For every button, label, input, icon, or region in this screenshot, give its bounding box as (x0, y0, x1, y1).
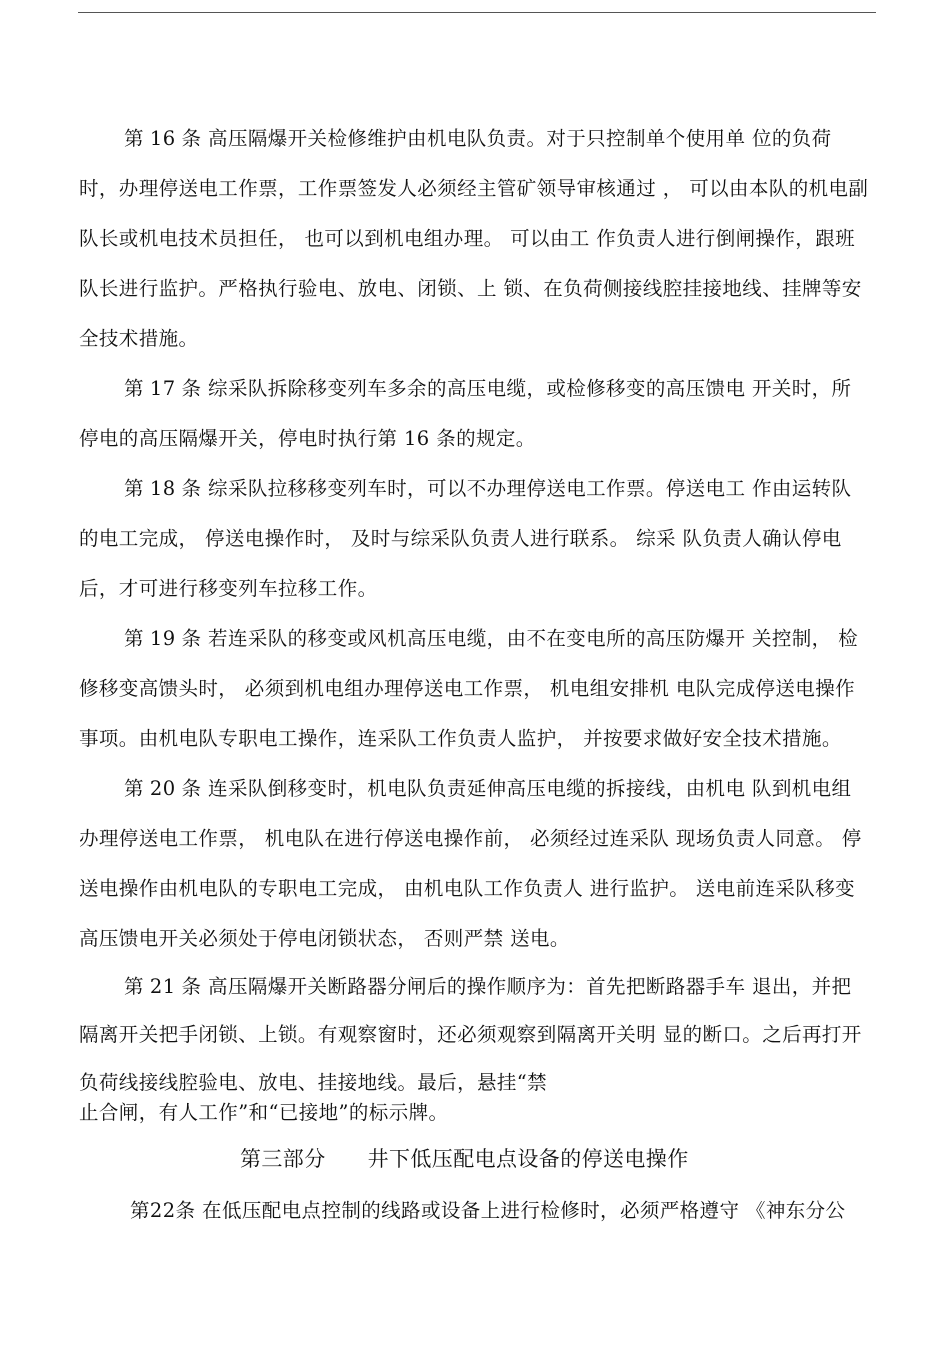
article-16-first-line (124, 126, 832, 152)
article-20-suffix: 条 (181, 777, 202, 800)
article-17-suffix: 条 (181, 377, 202, 400)
article-17-line-2: 停电的高压隔爆开关，停电时执行第 16 条的规定。 (79, 427, 536, 450)
section-part-label: 第三部分 (240, 1147, 326, 1171)
article-21-first-line (124, 974, 851, 1000)
section-title: 井下低压配电点设备的停送电操作 (367, 1147, 689, 1171)
article-17-first-line (124, 376, 851, 402)
article-20-line-2: 办理停送电工作票， 机电队在进行停送电操作前， 必须经过连采队 现场负责人同意。 停 (79, 827, 862, 850)
article-22-line-1: 在低压配电点控制的线路或设备上进行检修时，必须严格遵守 《神东分公 (202, 1199, 846, 1222)
header-rule (78, 12, 876, 13)
article-19-line-1: 若连采队的移变或风机高压电缆，由不在变电所的高压防爆开 关控制， 检 (208, 627, 859, 650)
article-18-line-2: 的电工完成， 停送电操作时， 及时与综采队负责人进行联系。 综采 队负责人确认停电 (79, 527, 842, 550)
article-20-line-4: 高压馈电开关必须处于停电闭锁状态， 否则严禁 送电。 (79, 927, 570, 950)
article-17-line-1: 综采队拆除移变列车多余的高压电缆，或检修移变的高压馈电 开关时，所 (208, 377, 852, 400)
article-21-line-4: 止合闸，有人工作”和“已接地”的标示牌。 (79, 1101, 449, 1124)
article-19-first-line (124, 626, 858, 652)
article-16-prefix: 第 (124, 127, 144, 150)
article-16-line-2: 时，办理停送电工作票，工作票签发人必须经主管矿领导审核通过 ， 可以由本队的机电副 (79, 177, 869, 200)
article-16-line-4: 队长进行监护。严格执行验电、放电、闭锁、上 锁、在负荷侧接线腔挂接地线、挂牌等安 (79, 277, 862, 300)
article-19-line-3: 事项。由机电队专职电工操作，连采队工作负责人监护， 并按要求做好安全技术措施。 (79, 727, 842, 750)
article-21-line-2: 隔离开关把手闭锁、上锁。有观察窗时，还必须观察到隔离开关明 显的断口。之后再打开 (79, 1023, 862, 1046)
article-22-number: 22 (149, 1199, 176, 1222)
article-19-suffix: 条 (181, 627, 202, 650)
article-22-prefix: 第 (130, 1199, 150, 1222)
article-20-line-1: 连采队倒移变时，机电队负责延伸高压电缆的拆接线，由机电 队到机电组 (208, 777, 852, 800)
article-17-prefix: 第 (124, 377, 144, 400)
section-heading (240, 1145, 689, 1173)
article-19-prefix: 第 (124, 627, 144, 650)
article-18-suffix: 条 (181, 477, 202, 500)
article-22-first-line (130, 1198, 845, 1224)
article-20-number: 20 (149, 777, 176, 800)
article-16-line-1: 高压隔爆开关检修维护由机电队负责。对于只控制单个使用单 位的负荷 (208, 127, 832, 150)
article-18-first-line (124, 476, 851, 502)
article-20-line-3: 送电操作由机电队的专职电工完成， 由机电队工作负责人 进行监护。 送电前连采队移变 (79, 877, 855, 900)
article-18-number: 18 (149, 477, 176, 500)
article-22-suffix: 条 (175, 1199, 196, 1222)
article-20-first-line (124, 776, 851, 802)
article-21-suffix: 条 (181, 975, 202, 998)
article-19-number: 19 (149, 627, 176, 650)
article-20-prefix: 第 (124, 777, 144, 800)
article-19-line-2: 修移变高馈头时， 必须到机电组办理停送电工作票， 机电组安排机 电队完成停送电操作 (79, 677, 855, 700)
article-21-line-3: 负荷线接线腔验电、放电、挂接地线。最后，悬挂“禁 (79, 1071, 548, 1094)
article-16-suffix: 条 (181, 127, 202, 150)
article-16-line-3: 队长或机电技术员担任， 也可以到机电组办理。 可以由工 作负责人进行倒闸操作，跟班 (79, 227, 855, 250)
article-16-number: 16 (149, 127, 176, 150)
article-18-line-3: 后，才可进行移变列车拉移工作。 (79, 577, 378, 600)
article-21-line-1: 高压隔爆开关断路器分闸后的操作顺序为：首先把断路器手车 退出，并把 (208, 975, 852, 998)
article-21-number: 21 (149, 975, 176, 998)
article-21-prefix: 第 (124, 975, 144, 998)
article-18-prefix: 第 (124, 477, 144, 500)
article-17-number: 17 (149, 377, 176, 400)
article-18-line-1: 综采队拉移移变列车时，可以不办理停送电工作票。停送电工 作由运转队 (208, 477, 852, 500)
article-16-line-5: 全技术措施。 (79, 327, 199, 350)
